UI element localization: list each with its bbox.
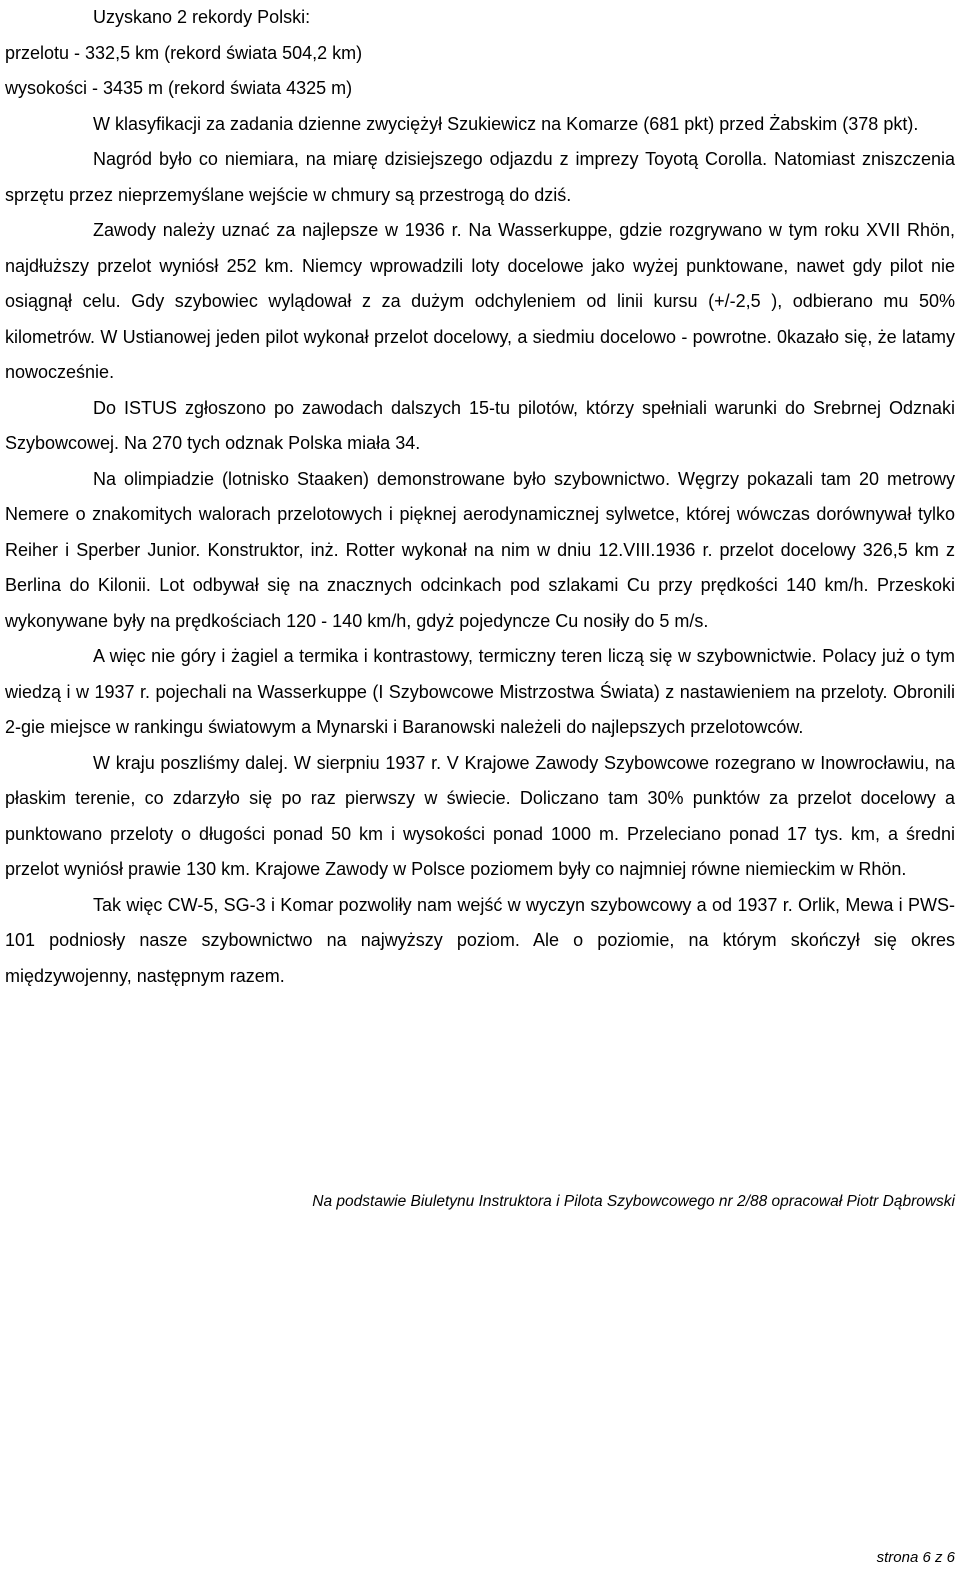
document-page	[5, 0, 955, 994]
paragraph-competition-1936: Zawody należy uznać za najlepsze w 1936 r. Na Wasserkuppe, gdzie rozgrywano w tym roku XVII Rhön, najdłuższy przelot wyniósł 252 km. Niemcy wprowadzili loty docelowe jako wyżej punktowane, nawet gdy pilot nie osiągnął celu. Gdy szybowiec wylądował z za dużym odchyleniem od linii kursu (+/-2,5 ), odbierano mu 50% kilometrów. W Ustianowej jeden pilot wykonał przelot docelowy, a siedmiu docelowo - powrotne. 0kazało się, że latamy nowocześnie.	[5, 220, 955, 382]
source-note: Na podstawie Biuletynu Instruktora i Pilota Szybowcowego nr 2/88 opracował Piotr Dąbrowski	[312, 1193, 955, 1210]
paragraph-olympics: Na olimpiadzie (lotnisko Staaken) demonstrowane było szybownictwo. Węgrzy pokazali tam 20 metrowy Nemere o znakomitych walorach przelotowych i pięknej aerodynamicznej sylwetce, której wówczas dorównywał tylko Reiher i Sperber Junior. Konstruktor, inż. Rotter wykonał na nim w dniu 12.VIII.1936 r. przelot docelowy 326,5 km z Berlina do Kilonii. Lot odbywał się na znacznych odcinkach pod szlakami Cu przy prędkości 140 km/h. Przeskoki wykonywane były na prędkościach 120 - 140 km/h, gdyż pojedyncze Cu nosiły do 5 m/s.	[5, 468, 955, 631]
paragraph-thermals: A więc nie góry i żagiel a termika i kontrastowy, termiczny teren liczą się w szybownictwie. Polacy już o tym wiedzą i w 1937 r. pojechali na Wasserkuppe (I Szybowcowe Mistrzostwa Świata) z nastawieniem na przeloty. Obronili 2-gie miejsce w rankingu światowym a Mynarski i Baranowski należeli do najlepszych przelotowców.	[5, 646, 955, 737]
paragraph-classification: W klasyfikacji za zadania dzienne zwyciężył Szukiewicz na Komarze (681 pkt) przed Żabskim (378 pkt).	[93, 113, 919, 134]
records-block	[5, 0, 955, 107]
paragraph-prizes: Nagród było co niemiara, na miarę dzisiejszego odjazdu z imprezy Toyotą Corolla. Natomiast zniszczenia sprzętu przez nieprzemyślane wejście w chmury są przestrogą do dziś.	[5, 149, 955, 205]
paragraph-conclusion: Tak więc CW-5, SG-3 i Komar pozwoliły nam wejść w wyczyn szybowcowy a od 1937 r. Orlik, Mewa i PWS-101 podniosły nasze szybownictwo na najwyższy poziom. Ale o poziomie, na którym skończył się okres międzywojenny, następnym razem.	[5, 894, 955, 986]
paragraph-istus: Do ISTUS zgłoszono po zawodach dalszych 15-tu pilotów, którzy spełniali warunki do Srebrnej Odznaki Szybowcowej. Na 270 tych odznak Polska miała 34.	[5, 397, 955, 453]
page-number: strona 6 z 6	[876, 1549, 955, 1566]
records-title: Uzyskano 2 rekordy Polski:	[93, 7, 311, 27]
record-distance: przelotu - 332,5 km (rekord świata 504,2 km)	[5, 42, 363, 63]
paragraph-national-1937: W kraju poszliśmy dalej. W sierpniu 1937 r. V Krajowe Zawody Szybowcowe rozegrano w Inowrocławiu, na płaskim terenie, co zdarzyło się po raz pierwszy w świecie. Doliczano tam 30% punktów za przelot docelowy a punktowano przeloty o długości ponad 50 km i wysokości ponad 1000 m. Przeleciano ponad 17 tys. km, a średni przelot wyniósł prawie 130 km. Krajowe Zawody w Polsce poziomem były co najmniej równe niemieckim w Rhön.	[5, 752, 955, 879]
record-altitude: wysokości - 3435 m (rekord świata 4325 m)	[5, 78, 353, 98]
